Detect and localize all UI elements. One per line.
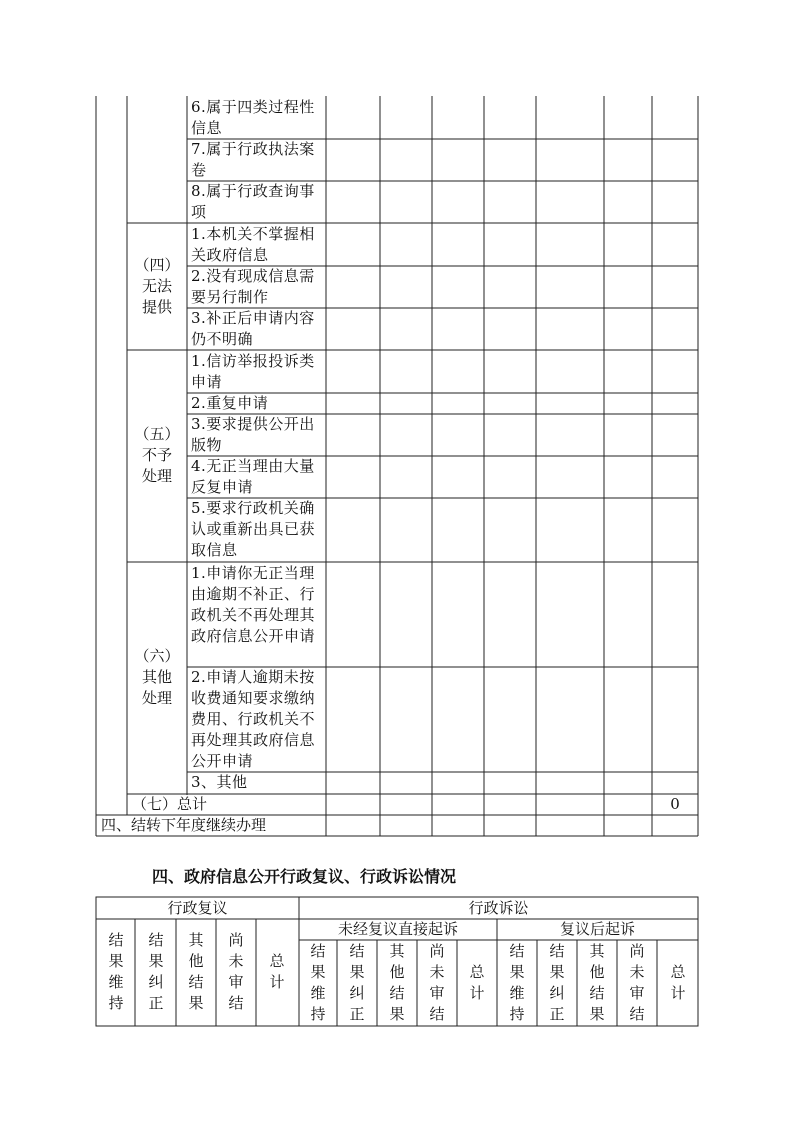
review-col-upheld: 结果维持 <box>108 931 124 1012</box>
after-col-upheld: 结果维持 <box>509 942 525 1023</box>
review-col-pending: 尚未审结 <box>228 931 244 1012</box>
total-label: （七）总计 <box>132 795 208 813</box>
after-col-total: 总计 <box>670 963 686 1002</box>
row-label-other: 3、其他 <box>191 773 248 791</box>
header-direct-litigation: 未经复议直接起诉 <box>337 920 458 938</box>
after-col-other: 其他结果 <box>589 942 605 1023</box>
total-value: 0 <box>670 795 680 813</box>
header-admin-review: 行政复议 <box>167 899 228 917</box>
row-label-publication: 3.要求提供公开出版物 <box>191 415 315 454</box>
section-title: 四、政府信息公开行政复议、行政诉讼情况 <box>152 867 457 886</box>
after-col-corrected: 结果纠正 <box>549 942 565 1023</box>
header-admin-litigation: 行政诉讼 <box>468 899 529 917</box>
row-label-repeated: 4.无正当理由大量反复申请 <box>191 457 315 496</box>
review-col-corrected: 结果纠正 <box>148 931 164 1012</box>
direct-col-total: 总计 <box>469 963 485 1002</box>
group-label-other-handling <box>129 646 185 709</box>
row-label-process-info: 6.属于四类过程性信息 <box>191 98 315 137</box>
row-label-petition: 1.信访举报投诉类申请 <box>191 352 315 391</box>
after-col-pending: 尚未审结 <box>629 942 645 1023</box>
group-number: （四） <box>134 256 180 274</box>
row-label-unclear-content: 3.补正后申请内容仍不明确 <box>191 309 315 348</box>
row-label-duplicate: 2.重复申请 <box>191 394 269 412</box>
header-post-review-litigation: 复议后起诉 <box>559 920 635 938</box>
group-number: （五） <box>134 425 180 443</box>
direct-col-corrected: 结果纠正 <box>349 942 365 1023</box>
group-name: 其他处理 <box>142 668 173 707</box>
group-label-not-processed <box>129 424 185 487</box>
direct-col-upheld: 结果维持 <box>310 942 326 1023</box>
row-label-unpaid-fee: 2.申请人逾期未按收费通知要求缴纳费用、行政机关不再处理其政府信息公开申请 <box>191 668 316 770</box>
review-col-total: 总计 <box>269 952 285 991</box>
row-label-needs-creation: 2.没有现成信息需要另行制作 <box>191 267 315 306</box>
direct-col-other: 其他结果 <box>389 942 405 1023</box>
row-label-not-held: 1.本机关不掌握相关政府信息 <box>191 225 315 264</box>
carry-over-label: 四、结转下年度继续办理 <box>101 816 267 834</box>
group-label-cannot-provide <box>129 255 185 318</box>
row-label-no-correction: 1.申请你无正当理由逾期不补正、行政机关不再处理其政府信息公开申请 <box>191 564 316 645</box>
row-label-admin-inquiry: 8.属于行政查询事项 <box>191 182 315 221</box>
group-name: 不予处理 <box>142 446 173 485</box>
row-label-enforcement-file: 7.属于行政执法案卷 <box>191 140 315 179</box>
review-col-other: 其他结果 <box>188 931 204 1012</box>
row-label-reconfirm: 5.要求行政机关确认或重新出具已获取信息 <box>191 499 316 559</box>
group-number: （六） <box>134 647 180 665</box>
direct-col-pending: 尚未审结 <box>429 942 445 1023</box>
group-name: 无法提供 <box>142 277 173 316</box>
